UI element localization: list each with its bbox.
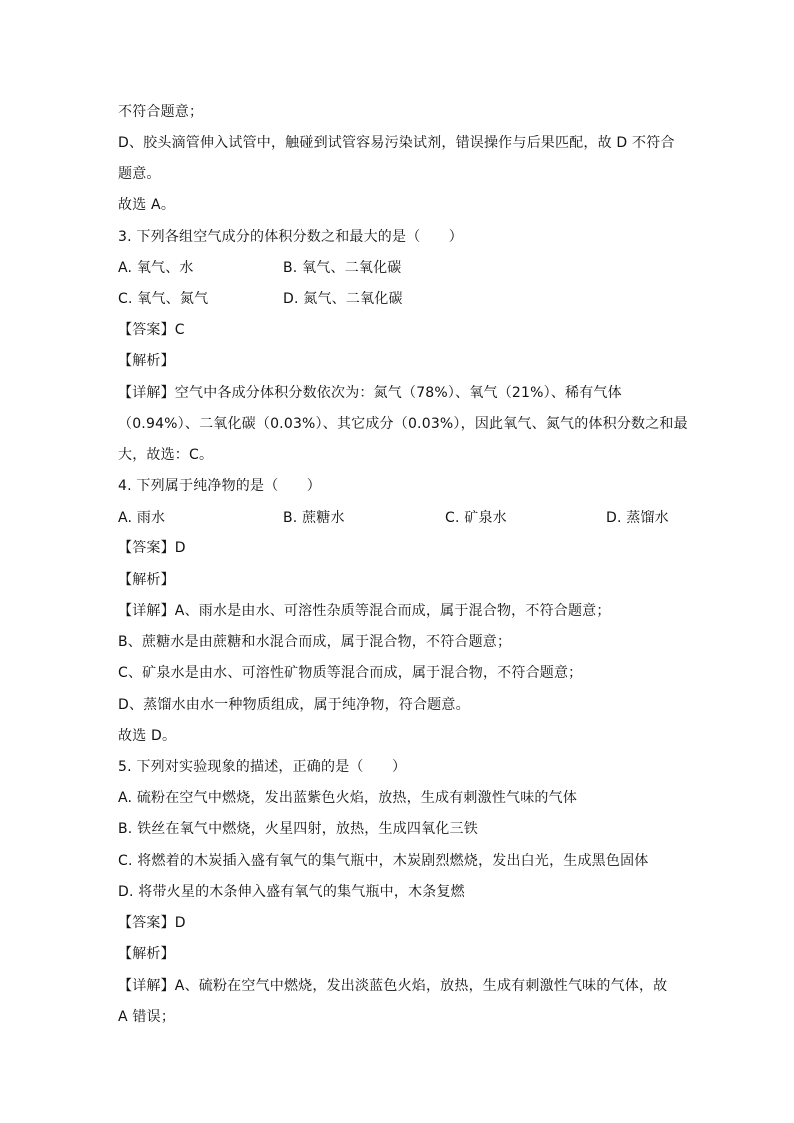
text-line: 题意。: [118, 166, 161, 182]
question-5-stem: 5. 下列对实验现象的描述，正确的是（ ）: [118, 759, 407, 775]
question-3-option-c: C. 氧气、氮气: [118, 291, 209, 307]
question-3-option-a: A. 氧气、水: [118, 260, 194, 276]
detail-line: D、蒸馏水由水一种物质组成，属于纯净物，符合题意。: [118, 697, 470, 713]
question-3-option-b: B. 氧气、二氧化碳: [283, 260, 402, 276]
question-5-option-c: C. 将燃着的木炭插入盛有氧气的集气瓶中，木炭剧烈燃烧，发出白光，生成黑色固体: [118, 853, 649, 869]
text-line: 不符合题意；: [118, 104, 204, 120]
answer-label: 【答案】C: [118, 322, 185, 338]
analysis-label: 【解析】: [118, 946, 175, 962]
detail-line: （0.94%）、二氧化碳（0.03%）、其它成分（0.03%），因此氧气、氮气的体积分数之和最: [118, 416, 688, 432]
question-4-option-c: C. 矿泉水: [445, 510, 507, 526]
detail-line: A 错误；: [118, 1009, 176, 1025]
answer-label: 【答案】D: [118, 540, 186, 556]
detail-line: B、蔗糖水是由蔗糖和水混合而成，属于混合物，不符合题意；: [118, 634, 512, 650]
detail-line: 【详解】空气中各成分体积分数依次为：氮气（78%）、氧气（21%）、稀有气体: [118, 385, 622, 401]
question-5-option-a: A. 硫粉在空气中燃烧，发出蓝紫色火焰，放热，生成有刺激性气味的气体: [118, 790, 578, 806]
detail-line: C、矿泉水是由水、可溶性矿物质等混合而成，属于混合物，不符合题意；: [118, 665, 583, 681]
question-3-stem: 3. 下列各组空气成分的体积分数之和最大的是（ ）: [118, 229, 464, 245]
detail-line: 【详解】A、硫粉在空气中燃烧，发出淡蓝色火焰，放热，生成有刺激性气味的气体，故: [118, 978, 668, 994]
question-4-stem: 4. 下列属于纯净物的是（ ）: [118, 478, 322, 494]
answer-label: 【答案】D: [118, 915, 186, 931]
text-line: 故选 A。: [118, 197, 176, 213]
question-4-option-d: D. 蒸馏水: [606, 510, 669, 526]
question-4-option-b: B. 蔗糖水: [283, 510, 345, 526]
analysis-label: 【解析】: [118, 353, 175, 369]
detail-line: 大，故选：C。: [118, 447, 214, 463]
question-5-option-b: B. 铁丝在氧气中燃烧，火星四射，放热，生成四氧化三铁: [118, 821, 478, 837]
text-line: 故选 D。: [118, 728, 177, 744]
question-3-option-d: D. 氮气、二氧化碳: [283, 291, 403, 307]
text-line: D、胶头滴管伸入试管中，触碰到试管容易污染试剂，错误操作与后果匹配，故 D 不符合: [118, 135, 675, 151]
analysis-label: 【解析】: [118, 572, 175, 588]
question-5-option-d: D. 将带火星的木条伸入盛有氧气的集气瓶中，木条复燃: [118, 884, 465, 900]
question-4-option-a: A. 雨水: [118, 510, 166, 526]
detail-line: 【详解】A、雨水是由水、可溶性杂质等混合而成，属于混合物，不符合题意；: [118, 603, 611, 619]
